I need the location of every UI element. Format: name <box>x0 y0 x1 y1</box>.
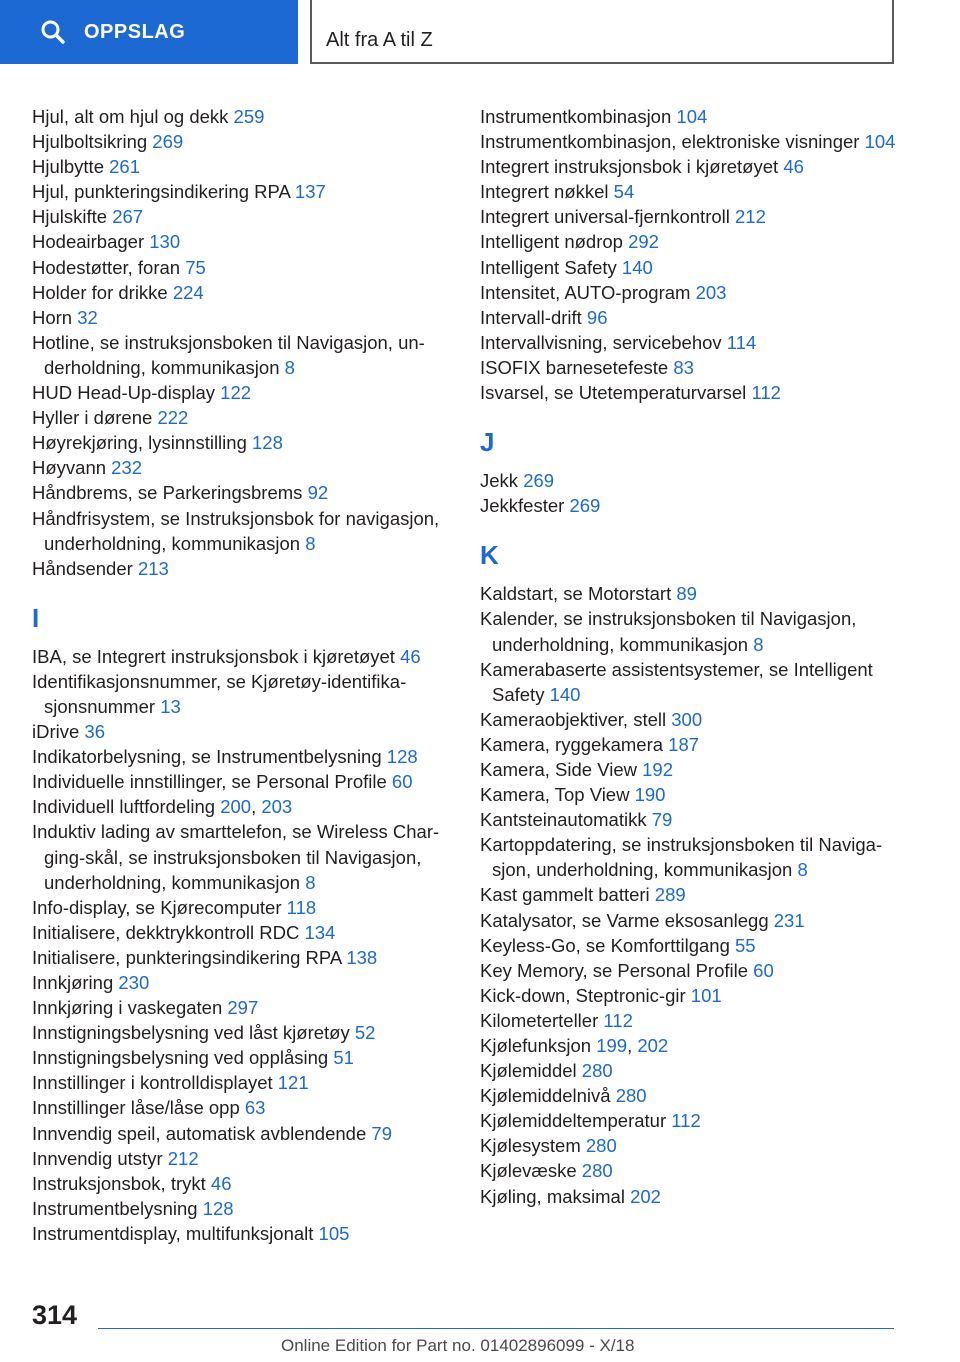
page-link[interactable]: 261 <box>109 156 140 178</box>
index-entry-text: ISOFIX barnesetefeste <box>480 356 674 378</box>
index-entry-text: Kjøling, maksimal <box>480 1185 631 1207</box>
index-entry-text: Innvendig speil, automatisk avblendende <box>32 1122 372 1144</box>
index-entry-text: Innstillinger i kontrolldisplayet <box>32 1072 278 1094</box>
page-link[interactable]: 63 <box>244 1097 266 1119</box>
index-entry-text: Kick-down, Steptronic-gir <box>480 984 691 1006</box>
index-entry-text: Individuelle innstillinger, se Personal Profile <box>32 771 392 793</box>
index-entry-text: Kjølemiddelnivå <box>480 1085 616 1107</box>
page-link[interactable]: 118 <box>286 896 317 918</box>
index-entry-text: HUD Head-Up-display <box>32 382 221 404</box>
index-entry <box>480 229 900 254</box>
index-entry-text: Kjølemiddeltemperatur <box>480 1110 672 1132</box>
index-entry-text: Hjulskifte <box>32 206 113 228</box>
index-entry-text: Intervall-drift <box>480 306 587 328</box>
index-entry <box>480 983 900 1008</box>
index-entry-text: Hodeairbager <box>32 231 150 253</box>
index-entry <box>480 129 900 154</box>
index-entry <box>480 179 900 204</box>
index-entry-text: Kalender, se instruksjonsboken til Navigasjon, underholdning, kommunikasjon <box>480 608 857 655</box>
index-entry-text: Holder for drikke <box>32 281 173 303</box>
page-link[interactable]: 8 <box>305 871 316 893</box>
index-entry-text: Innstigningsbelysning ved låst kjøretøy <box>32 1022 355 1044</box>
index-entry-text: Hjul, punkteringsindikering RPA <box>32 181 295 203</box>
index-entry <box>32 1121 452 1146</box>
page-link[interactable]: 128 <box>202 1197 234 1219</box>
index-entry-text: Hyller i dørene <box>32 407 158 429</box>
page-link[interactable]: 79 <box>651 809 673 831</box>
index-entry-text: Innstillinger låse/låse opp <box>32 1097 245 1119</box>
page-link[interactable]: 289 <box>654 884 686 906</box>
index-entry-text: Kameraobjektiver, stell <box>480 708 672 730</box>
index-entry-text: Kamerabaserte assistentsystemer, se Intelligent Safety <box>480 658 873 705</box>
page-link[interactable]: 203 <box>695 281 727 303</box>
index-entry-text: Instrumentkombinasjon, elektroniske visninger <box>480 131 865 153</box>
index-entry <box>32 229 452 254</box>
page-link[interactable]: 280 <box>581 1160 613 1182</box>
index-entry-text: IBA, se Integrert instruksjonsbok i kjøretøyet <box>32 645 401 667</box>
index-entry-text: Intelligent nødrop <box>480 231 629 253</box>
page-link[interactable]: 269 <box>569 495 601 517</box>
index-entry-text: Kjølevæske <box>480 1160 582 1182</box>
index-entry-text: Key Memory, se Personal Profile <box>480 959 754 981</box>
page-link[interactable]: 192 <box>642 758 674 780</box>
index-entry <box>480 380 900 405</box>
index-entry-text: Håndbrems, se Parkeringsbrems <box>32 482 308 504</box>
index-entry-text: Integrert instruksjonsbok i kjøretøyet <box>480 156 784 178</box>
page-link[interactable]: 79 <box>371 1122 392 1144</box>
page-link[interactable]: 52 <box>354 1022 376 1044</box>
page-link[interactable]: 112 <box>603 1009 633 1031</box>
page-link[interactable]: 200 <box>220 796 252 818</box>
index-entry <box>480 1158 900 1183</box>
section-heading: I <box>32 602 40 633</box>
footer-edition-text: Online Edition for Part no. 01402896099 - X/18 <box>281 1336 635 1355</box>
index-entry <box>32 305 452 330</box>
index-entry <box>480 355 900 380</box>
index-entry <box>480 104 900 129</box>
page-link[interactable]: 122 <box>220 382 252 404</box>
page-link[interactable]: 89 <box>676 583 697 605</box>
page-link[interactable]: 190 <box>634 784 666 806</box>
index-entry-text: Indikatorbelysning, se Instrumentbelysning <box>32 746 387 768</box>
index-entry-text: Initialisere, punkteringsindikering RPA <box>32 946 347 968</box>
index-entry <box>480 657 900 707</box>
header-tab-label: OPPSLAG <box>84 20 186 43</box>
index-entry <box>480 732 900 757</box>
index-entry-text: Info-display, se Kjørecomputer <box>32 896 287 918</box>
page-link[interactable]: 202 <box>630 1185 661 1207</box>
index-entry <box>480 468 900 493</box>
index-entry-text: iDrive <box>32 721 85 743</box>
index-entry-text: Instrumentbelysning <box>32 1197 203 1219</box>
index-entry <box>480 606 900 656</box>
index-entry <box>32 1095 452 1120</box>
page-link[interactable]: 104 <box>676 106 708 127</box>
index-entry <box>32 945 452 970</box>
index-entry-text: Kjølefunksjon <box>480 1035 597 1056</box>
page-link[interactable]: 140 <box>549 683 581 705</box>
page-link[interactable]: 46 <box>400 645 421 667</box>
index-entry <box>32 644 452 669</box>
index-entry-text: Kamera, Top View <box>480 784 635 806</box>
index-entry-text: Jekk <box>480 470 524 492</box>
index-entry-text: Katalysator, se Varme eksosanlegg <box>480 909 774 931</box>
page-link[interactable]: 280 <box>585 1135 617 1157</box>
index-entry <box>32 179 452 204</box>
page-link[interactable]: 55 <box>735 934 756 956</box>
index-entry <box>32 895 452 920</box>
index-entry <box>32 1196 452 1221</box>
index-entry-text: Høyvann <box>32 457 112 479</box>
index-entry <box>32 330 452 380</box>
index-entry-text: Keyless-Go, se Komforttilgang <box>480 934 735 956</box>
index-entry-text: Høyrekjøring, lysinnstilling <box>32 432 252 454</box>
index-entry: Kjølefunksjon 199, 202 <box>480 1035 669 1056</box>
index-entry <box>32 744 452 769</box>
index-entry <box>32 769 452 794</box>
index-entry-text: Kjølemiddel <box>480 1060 582 1082</box>
index-entry <box>480 782 900 807</box>
index-entry <box>32 204 452 229</box>
index-entry <box>480 882 900 907</box>
page-title: Alt fra A til Z <box>326 29 433 51</box>
index-entry-text: Håndfrisystem, se Instruksjonsbok for navigasjon, underholdning, kommunikasjon <box>32 507 440 554</box>
index-entry-text: Innstigningsbelysning ved opplåsing <box>32 1047 334 1069</box>
index-entry <box>32 380 452 405</box>
index-entry-text: Hodestøtter, foran <box>32 256 186 278</box>
index-entry-text: Hjulbytte <box>32 156 110 178</box>
page-link[interactable]: 8 <box>797 859 808 881</box>
header-tab-oppslag[interactable] <box>0 0 298 64</box>
page-link[interactable]: 130 <box>149 231 181 253</box>
search-icon <box>40 19 66 45</box>
index-entry <box>32 556 452 581</box>
index-entry <box>480 1058 900 1083</box>
index-entry <box>32 129 452 154</box>
index-entry <box>32 405 452 430</box>
page-link[interactable]: 300 <box>671 708 703 730</box>
index-entry-text: Hjul, alt om hjul og dekk <box>32 106 234 127</box>
index-entry <box>32 819 452 894</box>
index-entry <box>480 1133 900 1158</box>
page-link[interactable]: 32 <box>77 306 98 328</box>
page-link[interactable]: 112 <box>671 1110 701 1132</box>
index-entry <box>480 832 900 882</box>
index-entry-text: Identifikasjonsnummer, se Kjøretøy-identifikasjonsnummer <box>32 670 407 717</box>
index-entry-text: Kantsteinautomatikk <box>480 809 652 831</box>
index-entry <box>480 154 900 179</box>
index-entry-text: Kamera, Side View <box>480 758 643 780</box>
page-link[interactable]: 128 <box>386 746 418 768</box>
index-entry <box>480 305 900 330</box>
page-link[interactable]: 101 <box>690 984 722 1006</box>
page-link[interactable]: 36 <box>84 721 105 743</box>
index-entry <box>32 104 452 129</box>
index-entry <box>32 669 452 719</box>
page-link[interactable]: 60 <box>391 771 413 793</box>
index-entry <box>480 493 900 518</box>
index-entry-text: Kast gammelt batteri <box>480 884 655 906</box>
page-link[interactable]: 212 <box>735 206 766 228</box>
index-entry-text: Induktiv lading av smarttelefon, se Wireless Charging-skål, se instruksjonsboken til Navigasjon, underholdning, kommunikasjon <box>32 821 440 893</box>
index-entry-text: Individuell luftfordeling <box>32 796 221 818</box>
index-entry <box>480 958 900 983</box>
index-entry-text: Intensitet, AUTO-program <box>480 281 696 303</box>
page-link[interactable]: 297 <box>227 997 259 1019</box>
page-link[interactable]: 230 <box>118 972 150 993</box>
page-link[interactable]: 114 <box>726 331 757 353</box>
page-link[interactable]: 267 <box>112 206 144 228</box>
index-entry <box>480 908 900 933</box>
index-entry-text: Intervallvisning, servicebehov <box>480 331 727 353</box>
page-link[interactable]: 259 <box>233 106 265 127</box>
page-link[interactable]: 137 <box>294 181 326 203</box>
index-entry-text: Intelligent Safety <box>480 256 622 278</box>
index-entry <box>32 995 452 1020</box>
index-entry <box>32 1045 452 1070</box>
page-link[interactable]: 128 <box>252 432 283 454</box>
index-entry-text: Isvarsel, se Utetemperaturvarsel <box>480 382 752 404</box>
page-link[interactable]: 121 <box>277 1072 309 1094</box>
index-entry <box>32 719 452 744</box>
page-link[interactable]: 13 <box>160 695 181 717</box>
page-link[interactable]: 8 <box>284 356 295 378</box>
page-link[interactable]: 83 <box>673 356 694 378</box>
page-link[interactable]: 112 <box>751 382 781 404</box>
index-entry-text: Integrert nøkkel <box>480 181 614 203</box>
page-number: 314 <box>32 1300 78 1330</box>
page-link[interactable]: 138 <box>346 946 378 968</box>
index-entry-text: Kjølesystem <box>480 1135 586 1157</box>
page-link[interactable]: 75 <box>185 256 206 278</box>
index-entry-text: Integrert universal-fjernkontroll <box>480 206 735 228</box>
page-link[interactable]: 280 <box>615 1085 647 1107</box>
index-entry <box>480 933 900 958</box>
page-link[interactable]: 224 <box>172 281 204 303</box>
index-entry <box>32 1146 452 1171</box>
index-entry <box>32 970 452 995</box>
page-link[interactable]: 202 <box>637 1035 669 1056</box>
page-link[interactable]: 46 <box>783 156 804 178</box>
page-link[interactable]: 213 <box>137 557 169 579</box>
index-entry <box>480 1108 900 1133</box>
index-entry-text: Innkjøring i vaskegaten <box>32 997 228 1019</box>
index-entry-text: Jekkfester <box>480 495 570 517</box>
index-entry <box>32 1070 452 1095</box>
index-entry <box>480 1184 900 1209</box>
header-title-box <box>310 0 894 64</box>
index-entry <box>480 1008 900 1033</box>
page-link[interactable]: 292 <box>628 231 659 253</box>
page-link[interactable]: 231 <box>773 909 805 931</box>
index-entry-text: Innkjøring <box>32 972 119 993</box>
page-link[interactable]: 105 <box>318 1222 350 1244</box>
page-link[interactable]: 54 <box>613 181 635 203</box>
index-entry <box>480 807 900 832</box>
index-entry <box>32 1020 452 1045</box>
page-link[interactable]: 199 <box>596 1035 628 1056</box>
index-entry <box>32 430 452 455</box>
index-entry-text: Håndsender <box>32 557 138 579</box>
index-entry-text: Instrumentdisplay, multifunksjonalt <box>32 1222 319 1244</box>
page-link[interactable]: 222 <box>157 407 189 429</box>
index-entry <box>480 581 900 606</box>
page-link[interactable]: 140 <box>621 256 653 278</box>
index-entry <box>32 920 452 945</box>
index-entry-text: Kartoppdatering, se instruksjonsboken til Navigasjon, underholdning, kommunikasjon <box>480 834 883 881</box>
section-heading: J <box>480 427 495 458</box>
page-link[interactable]: 46 <box>210 1172 232 1194</box>
index-entry <box>480 330 900 355</box>
page-link[interactable]: 60 <box>753 959 774 981</box>
index-entry <box>32 480 452 505</box>
section-heading: K <box>480 540 499 571</box>
page-link[interactable]: 96 <box>586 306 608 328</box>
index-entry-text: Horn <box>32 306 78 328</box>
index-entry-text: Initialisere, dekktrykkontroll RDC <box>32 921 305 943</box>
index-entry <box>32 154 452 179</box>
page-link[interactable]: 134 <box>304 921 336 943</box>
index-entry <box>480 204 900 229</box>
index-entry <box>480 707 900 732</box>
index-entry-text: Innvendig utstyr <box>32 1147 168 1169</box>
index-entry <box>32 506 452 556</box>
page-link[interactable]: 269 <box>523 470 555 492</box>
index-entry-text: Kilometerteller <box>480 1009 604 1031</box>
page-link[interactable]: 8 <box>753 633 764 655</box>
footer-divider <box>98 1328 894 1329</box>
index-entry <box>32 280 452 305</box>
page-link[interactable]: 51 <box>333 1047 354 1069</box>
page-link[interactable]: 203 <box>261 796 293 818</box>
index-entry-text: Instruksjonsbok, trykt <box>32 1172 211 1194</box>
index-entry-text: Kamera, ryggekamera <box>480 733 669 755</box>
page-link[interactable]: 104 <box>864 131 896 153</box>
index-column-left <box>32 104 452 1246</box>
index-entry <box>32 455 452 480</box>
index-entry-text: Hjulboltsikring <box>32 131 153 153</box>
index-entry <box>32 1171 452 1196</box>
page-link[interactable]: 280 <box>581 1060 613 1082</box>
page-link[interactable]: 212 <box>167 1147 199 1169</box>
index-entry <box>480 280 900 305</box>
page-link[interactable]: 92 <box>307 482 329 504</box>
index-entry <box>480 757 900 782</box>
index-entry <box>480 255 900 280</box>
index-entry <box>32 255 452 280</box>
page-link[interactable]: 269 <box>152 131 184 153</box>
index-column-right <box>480 104 900 1209</box>
index-entry-text: Hotline, se instruksjonsboken til Navigasjon, underholdning, kommunikasjon <box>32 331 425 378</box>
index-entry <box>480 1083 900 1108</box>
index-entry <box>32 1221 452 1246</box>
page-link[interactable]: 8 <box>305 532 316 554</box>
page-link[interactable]: 232 <box>111 457 143 479</box>
index-entry-text: Instrumentkombinasjon <box>480 106 677 127</box>
index-entry-text: Kaldstart, se Motorstart <box>480 583 677 605</box>
page-link[interactable]: 187 <box>668 733 700 755</box>
index-entry: Individuell luftfordeling 200, 203 <box>32 796 293 818</box>
